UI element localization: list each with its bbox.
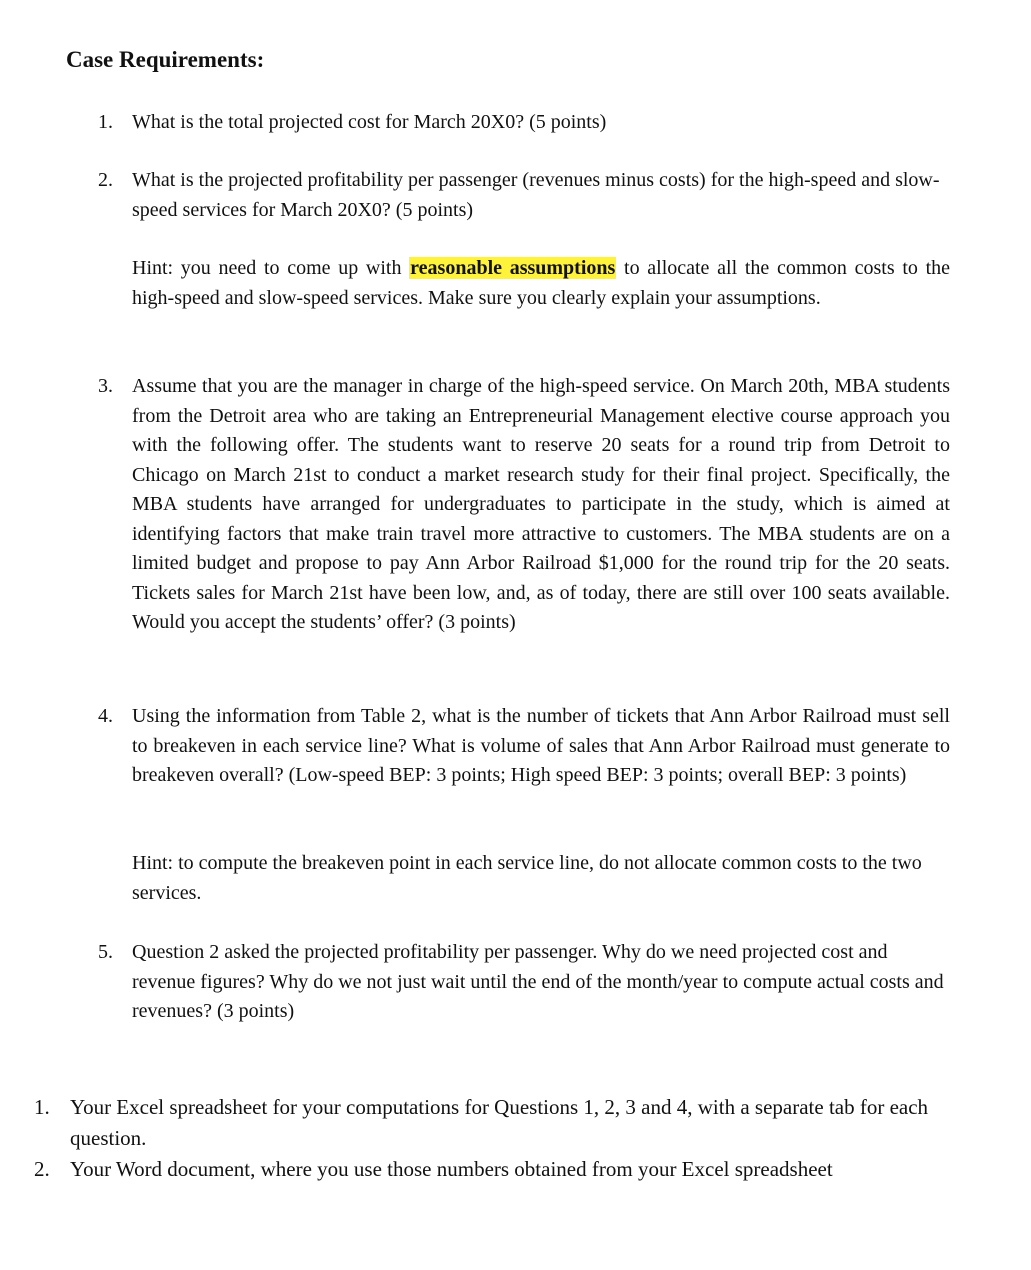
question-3-number: 3. (98, 375, 113, 397)
question-4-hint: Hint: to compute the breakeven point in each service line, do not allocate common costs to the two services. (132, 852, 922, 904)
question-1-number: 1. (98, 111, 113, 133)
question-2-text: What is the projected profitability per passenger (revenues minus costs) for the high-speed and slow-speed services for March 20X0? (5 points) (132, 169, 940, 221)
section-heading: Case Requirements: (66, 47, 265, 72)
deliverables-section (0, 1042, 1031, 1270)
deliverable-1-text: Your Excel spreadsheet for your computations for Questions 1, 2, 3 and 4, with a separate tab for each question. (70, 1095, 929, 1150)
hint-lead-text: Hint: you need to come up with (132, 257, 410, 279)
deliverable-2-text: Your Word document, where you use those numbers obtained from your Excel spreadsheet (70, 1157, 833, 1181)
question-4-number: 4. (98, 705, 113, 727)
question-2-hint (132, 254, 950, 313)
question-5-number: 5. (98, 941, 113, 963)
question-4-text: Using the information from Table 2, what is the number of tickets that Ann Arbor Railroad must sell to breakeven in each service line? What is volume of sales that Ann Arbor Railroad must generate to breakeven overall? (Low-speed BEP: 3 points; High speed BEP: 3 points; overall BEP: 3 points) (132, 705, 950, 786)
question-1-text: What is the total projected cost for March 20X0? (5 points) (132, 111, 607, 133)
hint-trailing-text: to allocate all the common costs to the high-speed and slow-speed services. Make sure you clearly explain your assumptions. (132, 257, 951, 309)
question-5-text: Question 2 asked the projected profitability per passenger. Why do we need projected cost and revenue figures? Why do we not just wait until the end of the month/year to compute actual costs and revenues? (3 points) (132, 941, 944, 1022)
question-3-text: Assume that you are the manager in charge of the high-speed service. On March 20th, MBA students from the Detroit area who are taking an Entrepreneurial Management elective course approach you with the following offer. The students want to reserve 20 seats for a round trip from Detroit to Chicago on March 21st to conduct a market research study for their final project. Specifically, the MBA students have arranged for undergraduates to participate in the study, which is aimed at identifying factors that make train travel more attractive to customers. The MBA students are on a limited budget and propose to pay Ann Arbor Railroad $1,000 for the round trip for the 20 seats. Tickets sales for March 21st have been low, and, as of today, there are still over 100 seats available. Would you accept the students’ offer? (3 points) (132, 375, 950, 633)
highlighted-phrase: reasonable assumptions (410, 257, 616, 279)
deliverable-1-number: 1. (34, 1095, 50, 1119)
deliverable-2-number: 2. (34, 1157, 50, 1181)
question-2-number: 2. (98, 169, 113, 191)
